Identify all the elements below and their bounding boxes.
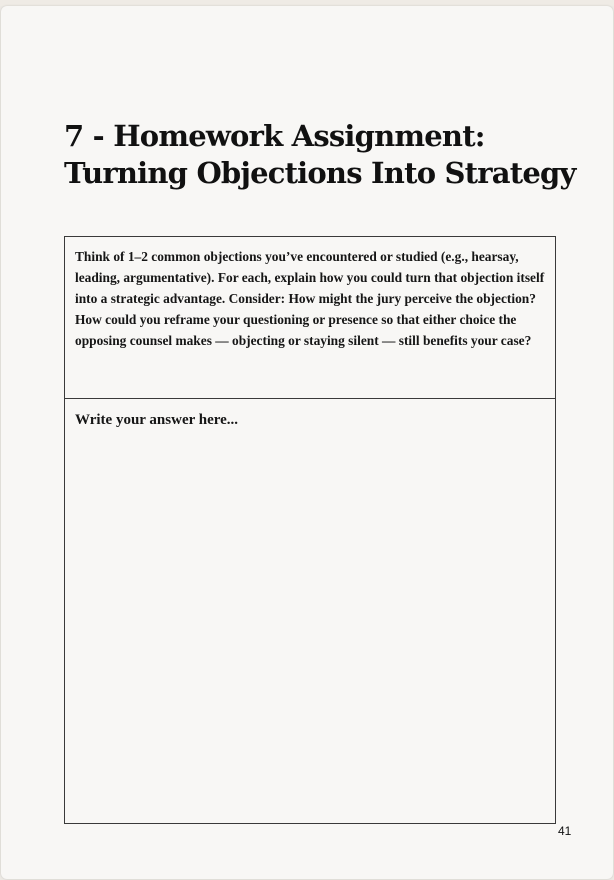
page-title-line-2: Turning Objections Into Strategy [64, 156, 576, 190]
assignment-prompt: Think of 1–2 common objections you’ve encountered or studied (e.g., hearsay, leading, argumentative). For each, explain how you could turn that objection itself into a strategic advantage. Consider: How might the jury perceive the objection? How could you reframe your questioning or presence so that either choice the opposing counsel makes — objecting or staying silent — still benefits your case? [75, 249, 545, 348]
answer-placeholder: Write your answer here... [75, 412, 239, 428]
prompt-box [64, 236, 556, 399]
page-number: 41 [558, 824, 572, 838]
document-page [1, 6, 613, 879]
answer-field[interactable] [64, 399, 556, 824]
page-title [64, 118, 584, 192]
page-title-line-1: 7 - Homework Assignment: [64, 119, 485, 153]
